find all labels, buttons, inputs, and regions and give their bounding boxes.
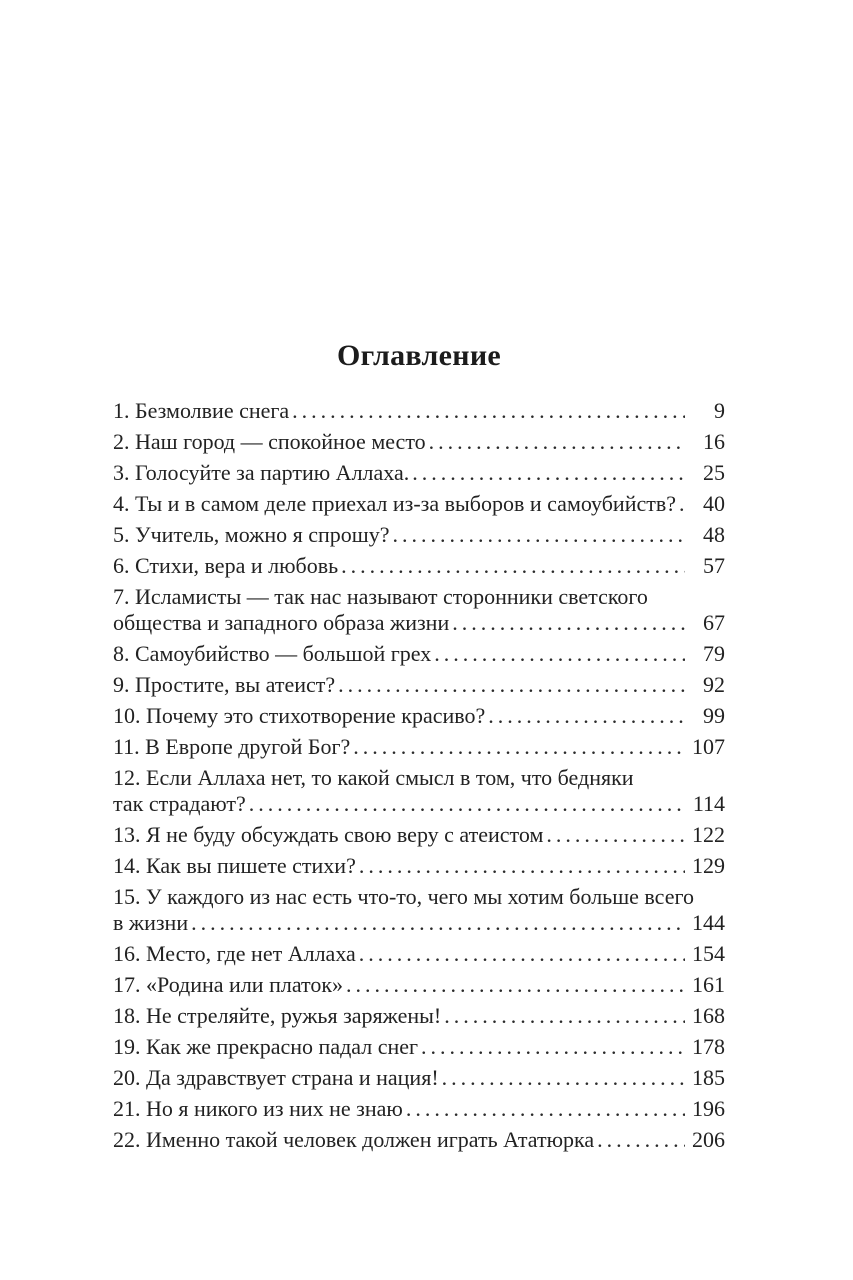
toc-entry <box>113 822 725 848</box>
dot-leader <box>341 553 685 579</box>
toc-page-number: 178 <box>692 1034 725 1059</box>
toc-entry <box>113 641 725 667</box>
dot-leader <box>444 1003 685 1029</box>
dot-leader <box>434 641 685 667</box>
dot-leader <box>191 910 685 936</box>
toc-entry <box>113 1003 725 1029</box>
toc-entry-text: 10. Почему это стихотворение красиво? <box>113 703 486 728</box>
toc-entry-text: 22. Именно такой человек должен играть Ататюрка <box>113 1127 595 1152</box>
toc-page-number: 144 <box>692 910 725 935</box>
toc-entry <box>113 429 725 455</box>
toc-page-number: 40 <box>703 491 725 516</box>
toc-entry <box>113 1096 725 1122</box>
dot-leader <box>421 1034 685 1060</box>
dot-leader <box>249 791 685 817</box>
dot-leader <box>442 1065 685 1091</box>
toc-entry-text: 1. Безмолвие снега <box>113 398 290 423</box>
toc-entry <box>113 853 725 879</box>
toc-entry-text: общества и западного образа жизни <box>113 610 450 635</box>
toc-entry-text: 4. Ты и в самом деле приехал из-за выборов и самоубийств? <box>113 491 677 516</box>
dot-leader <box>429 429 685 455</box>
toc-page-number: 99 <box>703 703 725 728</box>
toc-entry-text: 3. Голосуйте за партию Аллаха. <box>113 460 410 485</box>
toc-page-number: 57 <box>703 553 725 578</box>
dot-leader <box>353 734 685 760</box>
toc-entry-text: 20. Да здравствует страна и нация! <box>113 1065 439 1090</box>
toc-page-number: 16 <box>703 429 725 454</box>
toc-entry <box>113 460 725 486</box>
table-of-contents <box>113 338 725 1158</box>
toc-entry <box>113 1127 725 1153</box>
dot-leader <box>359 941 685 967</box>
toc-entry-text: 12. Если Аллаха нет, то какой смысл в том, что бедняки <box>113 765 634 790</box>
toc-page-number: 206 <box>692 1127 725 1152</box>
dot-leader <box>488 703 685 729</box>
toc-entry-text: 11. В Европе другой Бог? <box>113 734 351 759</box>
dot-leader <box>393 522 685 548</box>
toc-page-number: 161 <box>692 972 725 997</box>
toc-entry <box>113 491 725 517</box>
toc-page-number: 122 <box>692 822 725 847</box>
toc-entry <box>113 1034 725 1060</box>
toc-entry-text: 8. Самоубийство — большой грех <box>113 641 432 666</box>
dot-leader <box>452 610 685 636</box>
dot-leader <box>292 398 685 424</box>
toc-entry-text: 7. Исламисты — так нас называют сторонники светского <box>113 584 648 609</box>
dot-leader <box>406 1096 685 1122</box>
dot-leader <box>597 1127 685 1153</box>
toc-entry <box>113 765 725 817</box>
toc-entry <box>113 734 725 760</box>
toc-entry-text: 14. Как вы пишете стихи? <box>113 853 356 878</box>
dot-leader <box>346 972 685 998</box>
toc-entry <box>113 553 725 579</box>
dot-leader <box>359 853 685 879</box>
toc-entry <box>113 672 725 698</box>
toc-page-number: 9 <box>714 398 725 423</box>
toc-entry-text: 17. «Родина или платок» <box>113 972 344 997</box>
toc-entry <box>113 941 725 967</box>
toc-entry <box>113 398 725 424</box>
toc-entry <box>113 584 725 636</box>
toc-entry-text: 18. Не стреляйте, ружья заряжены! <box>113 1003 442 1028</box>
toc-entry-text: так страдают? <box>113 791 246 816</box>
toc-entry-text: в жизни <box>113 910 189 935</box>
toc-entry <box>113 972 725 998</box>
toc-page-number: 129 <box>692 853 725 878</box>
toc-page-number: 92 <box>703 672 725 697</box>
toc-page-number: 48 <box>703 522 725 547</box>
toc-entry <box>113 1065 725 1091</box>
toc-page-number: 196 <box>692 1096 725 1121</box>
toc-entry-text: 13. Я не буду обсуждать свою веру с атеистом <box>113 822 544 847</box>
toc-page-number: 185 <box>692 1065 725 1090</box>
toc-page-number: 25 <box>703 460 725 485</box>
toc-entry-text: 16. Место, где нет Аллаха <box>113 941 356 966</box>
toc-entry-text: 2. Наш город — спокойное место <box>113 429 426 454</box>
toc-entry-text: 6. Стихи, вера и любовь <box>113 553 339 578</box>
toc-page-number: 114 <box>692 791 725 816</box>
toc-entry <box>113 522 725 548</box>
toc-entry-text: 19. Как же прекрасно падал снег <box>113 1034 419 1059</box>
toc-entry-text: 9. Простите, вы атеист? <box>113 672 336 697</box>
toc-page-number: 154 <box>692 941 725 966</box>
toc-page-number: 79 <box>703 641 725 666</box>
toc-entry-text: 15. У каждого из нас есть что-то, чего мы хотим больше всего <box>113 884 694 909</box>
toc-title: Оглавление <box>336 339 502 372</box>
toc-entry-text: 5. Учитель, можно я спрошу? <box>113 522 390 547</box>
dot-leader <box>546 822 685 848</box>
toc-page-number: 168 <box>692 1003 725 1028</box>
toc-page-number: 107 <box>692 734 725 759</box>
toc-entry <box>113 703 725 729</box>
toc-page-number: 67 <box>703 610 725 635</box>
toc-entry-text: 21. Но я никого из них не знаю <box>113 1096 403 1121</box>
dot-leader <box>412 460 685 486</box>
dot-leader <box>338 672 685 698</box>
toc-entry <box>113 884 725 936</box>
